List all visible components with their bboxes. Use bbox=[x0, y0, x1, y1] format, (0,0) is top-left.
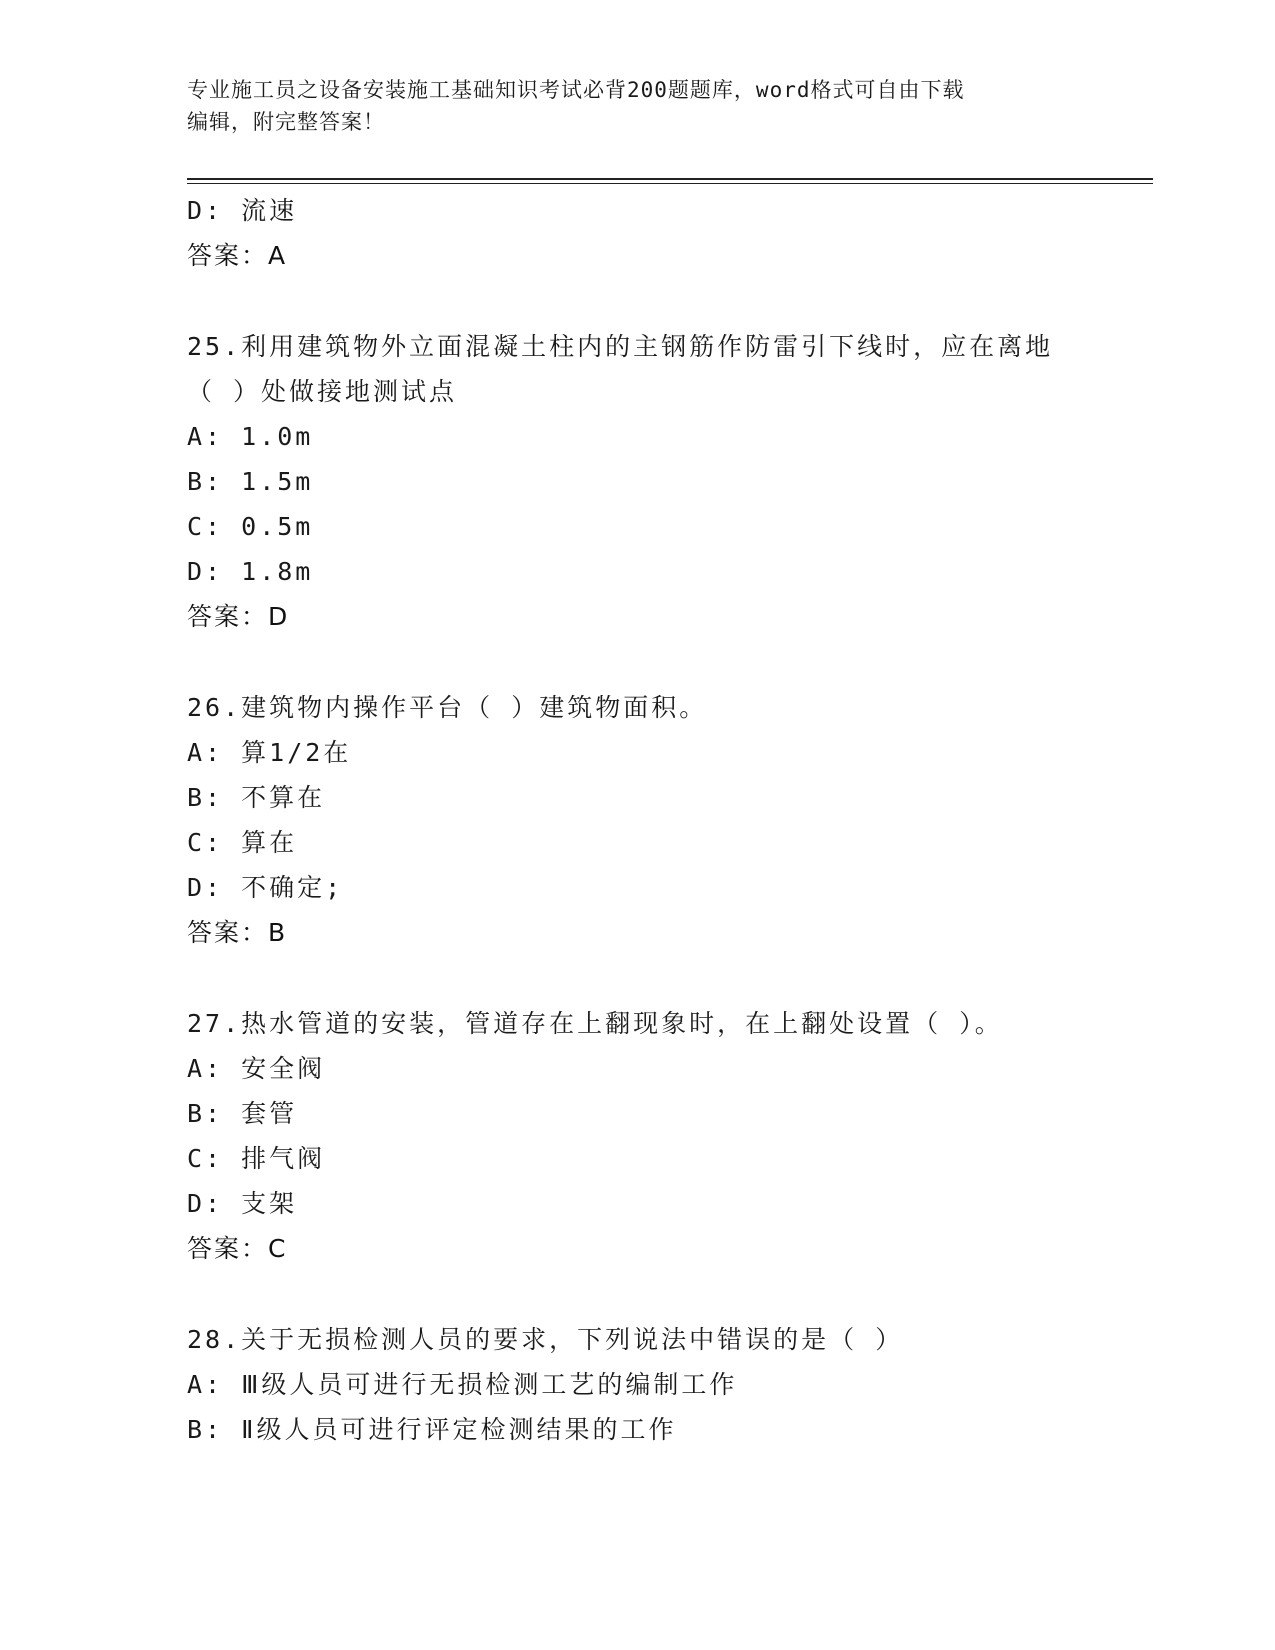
answer-line: 答案：C bbox=[187, 1234, 288, 1263]
previous-question-tail bbox=[187, 188, 1087, 278]
question-27 bbox=[187, 1001, 1087, 1271]
option-a: A: Ⅲ级人员可进行无损检测工艺的编制工作 bbox=[187, 1370, 738, 1399]
option-a: A: 1.0m bbox=[187, 422, 314, 451]
question-28 bbox=[187, 1317, 1087, 1452]
option-a: A: 算1/2在 bbox=[187, 738, 352, 767]
question-25 bbox=[187, 324, 1087, 639]
option-a: A: 安全阀 bbox=[187, 1054, 326, 1083]
question-26 bbox=[187, 685, 1087, 955]
question-list bbox=[187, 188, 1087, 1452]
option-c: C: 排气阀 bbox=[187, 1144, 326, 1173]
option-b: B: 不算在 bbox=[187, 783, 326, 812]
option-c: C: 算在 bbox=[187, 828, 298, 857]
answer-line: 答案：B bbox=[187, 918, 288, 947]
option-b: B: 1.5m bbox=[187, 467, 314, 496]
header-title-line-2: 编辑，附完整答案！ bbox=[187, 110, 385, 134]
header-divider-thin bbox=[187, 183, 1153, 184]
option-d: D: 流速 bbox=[187, 196, 298, 225]
question-stem: 26.建筑物内操作平台（ ）建筑物面积。 bbox=[187, 693, 708, 722]
option-b: B: Ⅱ级人员可进行评定检测结果的工作 bbox=[187, 1415, 677, 1444]
header-divider-thick bbox=[187, 178, 1153, 180]
question-stem: 25.利用建筑物外立面混凝土柱内的主钢筋作防雷引下线时，应在离地（ ）处做接地测试点 bbox=[187, 332, 1054, 406]
option-b: B: 套管 bbox=[187, 1099, 298, 1128]
answer-line: 答案：A bbox=[187, 241, 288, 270]
question-stem: 28.关于无损检测人员的要求，下列说法中错误的是（ ） bbox=[187, 1325, 904, 1354]
question-stem: 27.热水管道的安装，管道存在上翻现象时，在上翻处设置（ ）。 bbox=[187, 1009, 1003, 1038]
answer-line: 答案：D bbox=[187, 602, 290, 631]
page-header bbox=[187, 74, 1087, 138]
option-c: C: 0.5m bbox=[187, 512, 314, 541]
option-d: D: 不确定; bbox=[187, 873, 344, 902]
option-d: D: 支架 bbox=[187, 1189, 298, 1218]
header-title-line-1: 专业施工员之设备安装施工基础知识考试必背200题题库，word格式可自由下载 bbox=[187, 78, 965, 102]
option-d: D: 1.8m bbox=[187, 557, 314, 586]
